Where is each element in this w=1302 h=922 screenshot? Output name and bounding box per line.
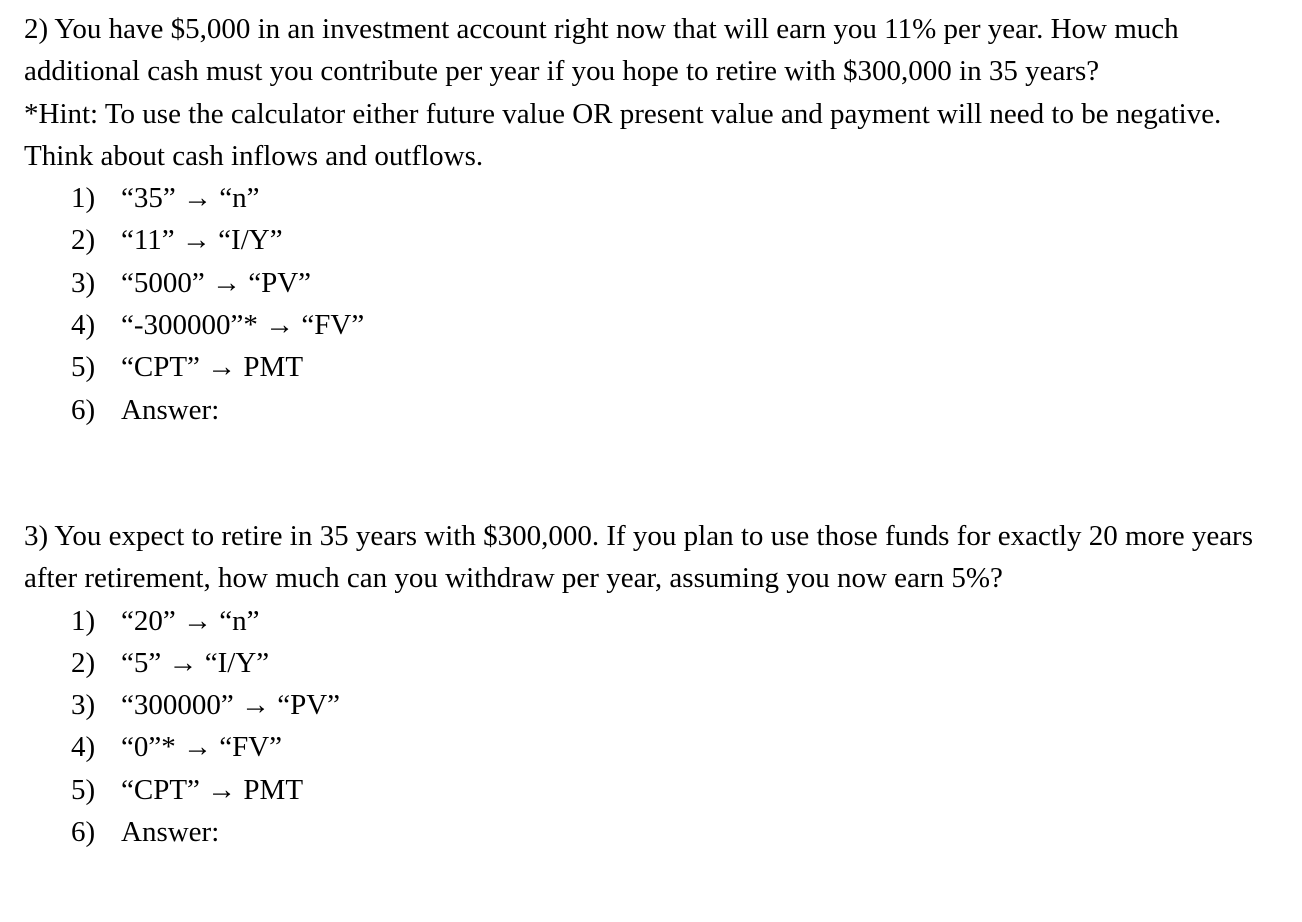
step-text: “35” → “n” — [121, 182, 260, 215]
document-body — [24, 8, 1294, 853]
question-3-prompt: 3) You expect to retire in 35 years with $300,000. If you plan to use those funds for exactly 20 more years after retirement, how much can you withdraw per year, assuming you now earn 5%? — [24, 519, 1254, 595]
step-text: “300000” → “PV” — [121, 689, 341, 722]
section-spacer — [24, 431, 1294, 515]
step-number: 2) — [71, 224, 96, 257]
question-3-steps — [24, 600, 1294, 854]
step-number: 5) — [71, 351, 96, 384]
step-number: 3) — [71, 689, 96, 722]
question-2-hint: *Hint: To use the calculator either future value OR present value and payment will need to be negative. Think about cash inflows and outflows. — [24, 97, 1222, 172]
step-item — [24, 346, 1294, 388]
step-item — [24, 811, 1294, 853]
step-text: “20” → “n” — [121, 604, 260, 637]
step-item — [24, 642, 1294, 684]
step-item — [24, 304, 1294, 346]
step-text: “-300000”* → “FV” — [121, 309, 365, 342]
step-item — [24, 684, 1294, 726]
step-number: 2) — [71, 646, 96, 679]
step-item — [24, 600, 1294, 642]
question-2-prompt: 2) You have $5,000 in an investment account right now that will earn you 11% per year. How much additional cash must you contribute per year if you hope to retire with $300,000 in 35 years? — [24, 13, 1179, 88]
step-text: “5” → “I/Y” — [121, 646, 270, 679]
step-item — [24, 219, 1294, 261]
question-2 — [24, 8, 1294, 431]
step-text: “CPT” → PMT — [121, 351, 304, 384]
step-text: “5000” → “PV” — [121, 266, 312, 299]
step-text: Answer: — [121, 393, 220, 426]
step-text: “CPT” → PMT — [121, 773, 304, 806]
question-3 — [24, 515, 1294, 853]
step-number: 6) — [71, 816, 96, 849]
step-item — [24, 389, 1294, 431]
step-number: 4) — [71, 309, 96, 342]
step-item — [24, 726, 1294, 768]
question-2-steps — [24, 177, 1294, 431]
step-item — [24, 769, 1294, 811]
step-number: 1) — [71, 182, 96, 215]
step-text: “0”* → “FV” — [121, 731, 283, 764]
step-text: “11” → “I/Y” — [121, 224, 283, 257]
step-number: 5) — [71, 773, 96, 806]
step-number: 4) — [71, 731, 96, 764]
step-text: Answer: — [121, 816, 220, 849]
step-number: 6) — [71, 393, 96, 426]
step-number: 1) — [71, 604, 96, 637]
step-item — [24, 177, 1294, 219]
step-item — [24, 262, 1294, 304]
step-number: 3) — [71, 266, 96, 299]
